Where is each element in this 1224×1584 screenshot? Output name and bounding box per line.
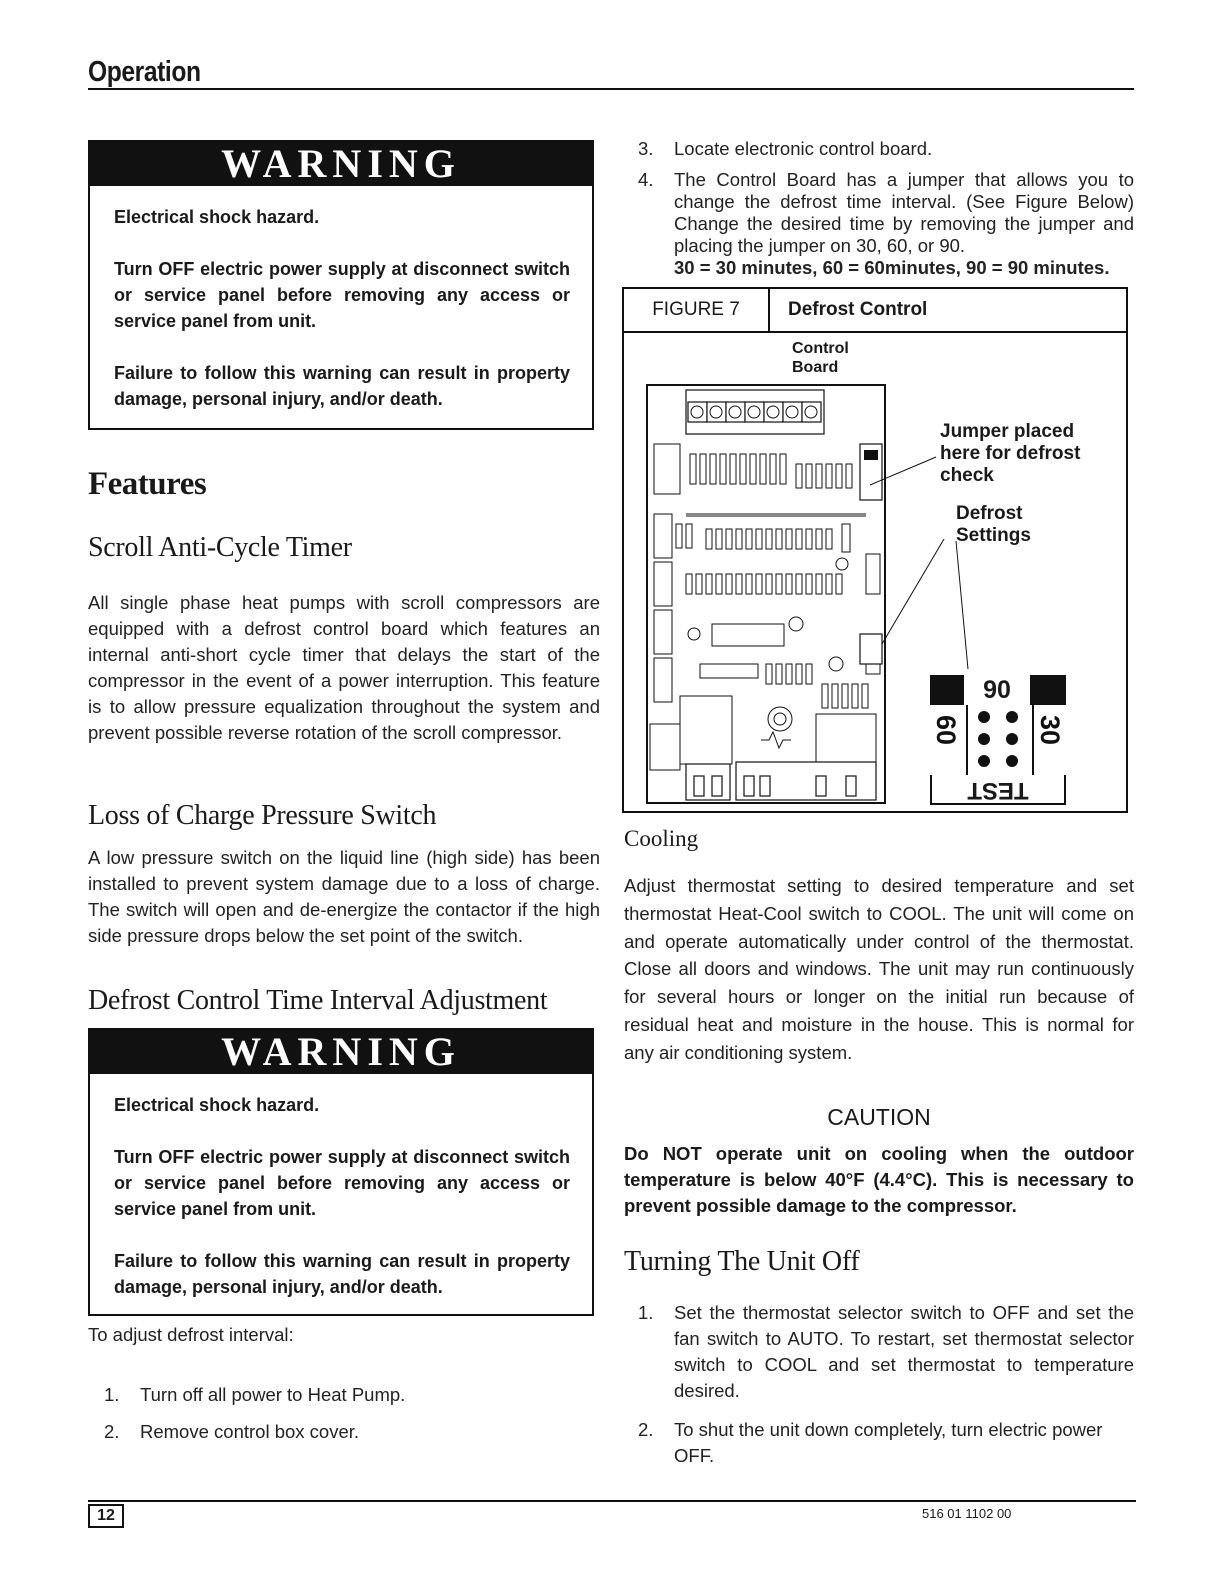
warning-line: Electrical shock hazard. bbox=[114, 1095, 320, 1115]
warning-heading: WARNING bbox=[90, 1030, 592, 1074]
list-text: Locate electronic control board. bbox=[674, 138, 933, 159]
cooling-heading: Cooling bbox=[624, 826, 699, 851]
list-number: 1. bbox=[638, 1302, 654, 1323]
jumper-label: Jumper placed here for defrost check bbox=[940, 421, 1081, 486]
turn-off-heading: Turning The Unit Off bbox=[624, 1246, 860, 1277]
warning-box-1 bbox=[88, 140, 594, 430]
figure-header bbox=[624, 289, 1126, 333]
setting-60: 60 bbox=[931, 714, 961, 746]
setting-90: 90 bbox=[964, 675, 1030, 705]
warning-line: Turn OFF electric power supply at disconnect switch or service panel before removing any access or service panel from unit. bbox=[114, 1147, 570, 1219]
list-number: 1. bbox=[104, 1384, 120, 1405]
list-item bbox=[104, 1421, 584, 1443]
scroll-timer-heading: Scroll Anti-Cycle Timer bbox=[88, 532, 352, 563]
list-text: Remove control box cover. bbox=[140, 1421, 360, 1442]
list-item bbox=[104, 1384, 584, 1406]
footer-divider bbox=[88, 1500, 1136, 1502]
cooling-body: Adjust thermostat setting to desired temperature and set thermostat Heat-Cool switch to COOL. The unit will come on and operate automatically under control of the thermostat. Close all doors and windows. The unit may run continuously for several hours or longer on the initial run because of residual heat and moisture in the house. This is normal for any air conditioning system. bbox=[624, 875, 1134, 1063]
defrost-interval-heading: Defrost Control Time Interval Adjustment bbox=[88, 985, 548, 1016]
list-text: Turn off all power to Heat Pump. bbox=[140, 1384, 406, 1405]
figure-title: Defrost Control bbox=[788, 299, 928, 320]
control-board-diagram bbox=[646, 384, 886, 806]
caution-title: CAUTION bbox=[827, 1104, 931, 1130]
setting-30: 30 bbox=[1035, 714, 1065, 746]
warning-line: Failure to follow this warning can result in property damage, personal injury, and/or death. bbox=[114, 363, 570, 409]
list-item bbox=[638, 1417, 1134, 1469]
list-number: 3. bbox=[638, 138, 654, 159]
adjust-intro: To adjust defrost interval: bbox=[88, 1324, 294, 1345]
features-heading: Features bbox=[88, 466, 207, 502]
document-number: 516 01 1102 00 bbox=[922, 1506, 1012, 1521]
board-label: Control Board bbox=[792, 340, 849, 376]
setting-test: TEST bbox=[967, 777, 1029, 804]
pin-dots bbox=[966, 705, 1030, 775]
title-divider bbox=[88, 88, 1134, 90]
interval-note: 30 = 30 minutes, 60 = 60minutes, 90 = 90 minutes. bbox=[674, 257, 1110, 278]
list-text: Set the thermostat selector switch to OFF and set the fan switch to AUTO. To restart, set thermostat selector switch to COOL and set thermostat to temperature desired. bbox=[674, 1302, 1134, 1401]
warning-line: Electrical shock hazard. bbox=[114, 207, 320, 227]
caution-body: Do NOT operate unit on cooling when the outdoor temperature is below 40°F (4.4°C). This is necessary to prevent possible damage to the compressor. bbox=[624, 1143, 1134, 1216]
page-title: Operation bbox=[88, 56, 201, 88]
list-item bbox=[638, 138, 1134, 160]
list-number: 2. bbox=[104, 1421, 120, 1442]
list-text: The Control Board has a jumper that allows you to change the defrost time interval. (See Figure Below) Change the desired time by removing the jumper and placing the jumper on 30, 60, or 90. bbox=[674, 169, 1134, 256]
figure-label: FIGURE 7 bbox=[624, 289, 770, 331]
loss-of-charge-body: A low pressure switch on the liquid line (high side) has been installed to prevent system damage due to a loss of charge. The switch will open and de-energize the contactor if the high side pressure drops below the set point of the switch. bbox=[88, 847, 600, 946]
list-number: 4. bbox=[638, 169, 654, 190]
warning-line: Failure to follow this warning can result in property damage, personal injury, and/or death. bbox=[114, 1251, 570, 1297]
list-item bbox=[638, 1300, 1134, 1404]
scroll-timer-body: All single phase heat pumps with scroll compressors are equipped with a defrost control board which features an internal anti-short cycle timer that delays the start of the compressor in the event of a power interruption. This feature is to allow pressure equalization throughout the system and prevent possible reverse rotation of the scroll compressor. bbox=[88, 592, 600, 743]
figure-7 bbox=[622, 287, 1128, 813]
list-text: To shut the unit down completely, turn electric power OFF. bbox=[674, 1419, 1103, 1466]
jumper-settings-inset bbox=[930, 675, 1066, 807]
warning-heading: WARNING bbox=[90, 142, 592, 186]
loss-of-charge-heading: Loss of Charge Pressure Switch bbox=[88, 800, 437, 831]
list-number: 2. bbox=[638, 1419, 654, 1440]
warning-box-2 bbox=[88, 1028, 594, 1316]
warning-line: Turn OFF electric power supply at disconnect switch or service panel before removing any access or service panel from unit. bbox=[114, 259, 570, 331]
list-item bbox=[638, 169, 1134, 279]
defrost-settings-label: Defrost Settings bbox=[956, 503, 1031, 546]
page-number: 12 bbox=[88, 1504, 124, 1528]
